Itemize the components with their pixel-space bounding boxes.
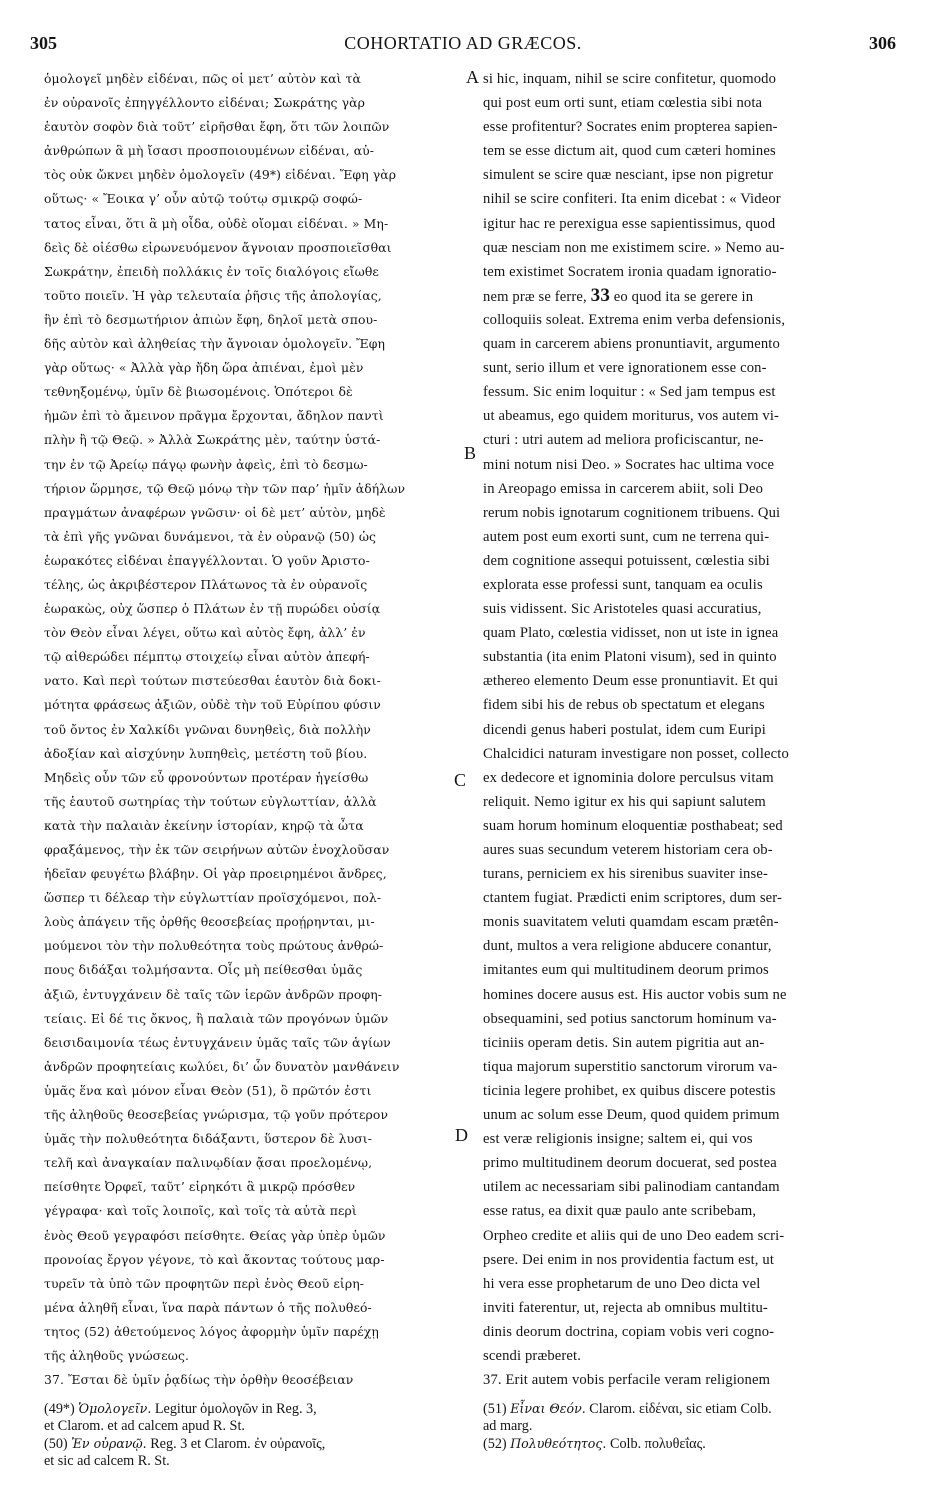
latin-text-line: tiqua majorum superstitio sanctorum virorum va- — [483, 1058, 778, 1075]
greek-text-line: ἣν ἐπὶ τὸ δεσμωτήριον ἀπιὼν ἔφη, δηλοῖ μετὰ σπου- — [44, 311, 378, 327]
latin-text-line: suis vidissent. Sic Aristoteles quasi accuratius, — [483, 601, 762, 618]
latin-text-column — [483, 67, 895, 1392]
footnote-text-cont: et sic ad calcem R. St. — [44, 1453, 170, 1469]
latin-text-line: primo multitudinem deorum docuerat, sed postea — [483, 1155, 777, 1172]
latin-text-line: dinis deorum doctrina, copiam vobis veri cogno- — [483, 1323, 775, 1340]
greek-text-line: τῆς ἀληθοῦς γνώσεως. — [44, 1347, 190, 1363]
latin-text-line: explorata esse professi sunt, tanquam ea oculis — [483, 576, 763, 593]
latin-text-line: igitur hac re perexigua esse sapientissimus, quod — [483, 215, 776, 232]
footnote — [44, 1435, 464, 1470]
running-head — [30, 33, 896, 55]
footnote-lemma: Πολυθεότητος. — [510, 1436, 607, 1451]
latin-text-fragment: nem præ se ferre, — [483, 288, 587, 305]
inline-section-marker: 33 — [590, 284, 610, 306]
greek-text-line: τυρεῖν τὰ ὑπὸ τῶν προφητῶν περὶ ἑνὸς Θεοῦ εἰρη- — [44, 1275, 365, 1291]
footnote-lemma: Εἶναι Θεόν. — [510, 1401, 586, 1416]
latin-text-line: sunt, serio illum et vere ignorationem esse con- — [483, 360, 767, 377]
greek-text-line: μούμενοι τὸν τὴν πολυθεότητα τοὺς πρώτους ἀνθρώ- — [44, 938, 384, 954]
greek-text-line: κατὰ τὴν παλαιὰν ἐκείνην ἱστορίαν, κηρῷ τὰ ὦτα — [44, 817, 364, 833]
latin-text-line: hi vera esse prophetarum de uno Deo dicta vel — [483, 1275, 761, 1292]
latin-text-line: substantia (ita enim Platoni visum), sed in quinto — [483, 649, 777, 666]
greek-text-line: ὑμᾶς ἕνα καὶ μόνον εἶναι Θεὸν (51), ὃ πρῶτόν ἐστι — [44, 1082, 372, 1098]
latin-text-line — [483, 284, 895, 308]
margin-letter-d: D — [455, 1125, 468, 1145]
latin-text-line: turans, perniciem ex his sirenibus suaviter inse- — [483, 866, 768, 883]
greek-text-line: δεισιδαιμονία τέως ἐντυγχάνειν ὑμᾶς ταῖς τῶν ἁγίων — [44, 1034, 391, 1050]
greek-text-line: λοὺς ἀπάγειν τῆς ὀρθῆς θεοσεβείας προῄρηνται, μι- — [44, 914, 375, 930]
latin-text-line: homines docere ausus est. His auctor vobis sum ne — [483, 986, 787, 1003]
latin-text-line: colloquiis soleat. Extrema enim verba defensionis, — [483, 311, 786, 328]
latin-text-line: nihil se scire confiteri. Ita enim dicebat : « Videor — [483, 191, 781, 208]
latin-text-line: mini notum nisi Deo. » Socrates hac ultima voce — [483, 456, 775, 473]
greek-text-line: μένα ἀληθῆ εἶναι, ἵνα παρὰ πάντων ὁ τῆς πολυθεό- — [44, 1299, 372, 1315]
footnote-text: Clarom. εἰδέναι, sic etiam Colb. — [585, 1401, 772, 1417]
latin-text-line: cturi : utri autem ad meliora proficiscantur, ne- — [483, 432, 764, 449]
greek-text-line: γέγραφα· καὶ τοῖς λοιποῖς, καὶ τοῖς τὰ αὐτὰ περὶ — [44, 1203, 357, 1219]
greek-text-line: ἐν οὐρανοῖς ἐπηγγέλλοντο εἰδέναι; Σωκράτης γὰρ — [44, 95, 365, 111]
footnote — [483, 1435, 895, 1453]
footnote-text: Colb. πολυθεΐας. — [606, 1436, 706, 1452]
footnotes-right — [483, 1400, 895, 1453]
greek-text-line: ἀνδρῶν προφητείαις κωλύει, δι’ ὧν δυνατὸν μανθάνειν — [44, 1058, 400, 1074]
latin-text-line: rerum nobis ignotarum cognitionem tribuens. Qui — [483, 504, 781, 521]
greek-text-column — [44, 67, 459, 1392]
greek-text-line: φραξάμενος, τὴν ἐκ τῶν σειρήνων αὐτῶν ἐνοχλοῦσαν — [44, 842, 390, 857]
latin-text-line: simulent se scire quæ nesciant, ipse non pigretur — [483, 167, 774, 184]
latin-text-line: 37. Erit autem vobis perfacile veram religionem — [483, 1372, 771, 1389]
latin-text-line: Orpheo credite et aliis qui de uno Deo eadem scri- — [483, 1227, 785, 1244]
greek-text-line: ἑωρακότες εἰδέναι ἐπαγγέλλονται. Ὁ γοῦν Ἀριστο- — [44, 552, 370, 568]
latin-text-line: scendi præberet. — [483, 1347, 582, 1364]
greek-text-line: τατος εἶναι, ὅτι ἃ μὴ οἶδα, οὐδὲ οἴομαι εἰδέναι. » Μη- — [44, 215, 389, 231]
latin-text-line: ticinia legere prohibet, ex quibus discere potestis — [483, 1082, 776, 1099]
footnote-text-cont: et Clarom. et ad calcem apud R. St. — [44, 1418, 245, 1434]
greek-text-line: προνοίας ἔργον γέγονε, τὸ καὶ ἄκοντας τούτους μαρ- — [44, 1251, 385, 1267]
latin-text-line: in Areopago emissa in carcerem abiit, soli Deo — [483, 480, 764, 497]
latin-text-line: esse profitentur? Socrates enim propterea sapien- — [483, 119, 778, 136]
greek-text-line: νατο. Καὶ περὶ τούτων πιστεύεσθαι ἑαυτὸν διὰ δοκι- — [44, 673, 381, 689]
page-number-right: 306 — [869, 33, 896, 53]
footnotes-left — [44, 1400, 464, 1470]
greek-text-line: τοῦ ὄντος ἐν Χαλκίδι γνῶναι δυνηθεὶς, διὰ πολλὴν — [44, 721, 371, 737]
latin-text-line: psere. Dei enim in nos providentia factum est, ut — [483, 1251, 775, 1268]
latin-text-line: utilem ac necessariam sibi palinodiam cantandam — [483, 1179, 780, 1196]
latin-text-line: tem se esse dictum ait, quod cum cæteri homines — [483, 143, 776, 160]
greek-text-line: ἀξιῶ, ἐντυγχάνειν δὲ ταῖς τῶν ἱερῶν ἀνδρῶν προφη- — [44, 986, 383, 1002]
greek-text-line: τήριον ὥρμησε, τῷ Θεῷ μόνῳ τὴν τῶν παρ’ ἡμῖν ἀδήλων — [44, 480, 406, 496]
latin-text-line: ut abeamus, ego quidem moriturus, vos autem vi- — [483, 408, 780, 425]
footnote — [483, 1400, 895, 1435]
footnote-text: Reg. 3 et Clarom. ἐν οὐρανοῖς, — [146, 1436, 326, 1452]
latin-text-line: unum ac solum esse Deum, quod quidem primum — [483, 1107, 780, 1124]
margin-letter-b: B — [464, 443, 477, 463]
greek-text-line: πραγμάτων ἀναφέρων γνῶσιν· οἱ δὲ μετ’ αὐτὸν, μηδὲ — [44, 504, 386, 520]
footnote-lemma: Ἐν οὐρανῷ. — [71, 1436, 147, 1451]
greek-text-line: ὁμολογεῖ μηδὲν εἰδέναι, πῶς οἱ μετ’ αὐτὸν καὶ τὰ — [44, 71, 361, 86]
margin-letter-c: C — [454, 770, 467, 790]
greek-text-line: Μηδεὶς οὖν τῶν εὖ φρονούντων προτέραν ἡγείσθω — [44, 769, 369, 785]
greek-text-line: πλὴν ἢ τῷ Θεῷ. » Ἀλλὰ Σωκράτης μὲν, ταύτην ὑστά- — [44, 432, 381, 448]
footnote-text: Legitur ὁμολογῶν in Reg. 3, — [151, 1401, 317, 1417]
footnote — [44, 1400, 464, 1435]
latin-text-fragment: eo quod ita se gerere in — [613, 288, 754, 305]
greek-text-line: τοῦτο ποιεῖν. Ἡ γὰρ τελευταία ῥῆσις τῆς ἀπολογίας, — [44, 287, 382, 303]
latin-text-line: esse ratus, ea dixit quæ paulo ante scribebam, — [483, 1203, 757, 1220]
greek-text-line: ἑαυτὸν σοφὸν διὰ τοῦτ’ εἰρῆσθαι ἔφη, ὅτι τῶν λοιπῶν — [44, 119, 390, 135]
latin-text-line: monis suavitatem veluti quamdam escam prætên- — [483, 914, 779, 931]
greek-text-line: τητος (52) ἀθετούμενος λόγος ἀφορμὴν ὑμῖν παρέχῃ — [44, 1323, 379, 1339]
greek-text-line: μότητα φράσεως ἀξιῶν, οὐδὲ τὴν τοῦ Εὐρίπου φύσιν — [44, 697, 381, 713]
greek-text-line: ἑνὸς Θεοῦ γεγραφόσι πείσθητε. Θείας γὰρ ὑπὲρ ὑμῶν — [44, 1227, 386, 1243]
greek-text-line: ἑωρακὼς, οὐχ ὥσπερ ὁ Πλάτων ἐν τῇ πυρώδει οὐσίᾳ — [44, 601, 381, 617]
greek-text-line: την ἐν τῷ Ἀρείῳ πάγῳ φωνὴν ἀφεὶς, ἐπὶ τὸ δεσμω- — [44, 456, 368, 472]
latin-text-line: quam Plato, cœlestia vidisset, non ut iste in ignea — [483, 625, 779, 642]
greek-text-line: ἀνθρώπων ἃ μὴ ἴσασι προσποιουμένων εἰδέναι, αὐ- — [44, 143, 375, 159]
greek-text-line: τὸς οὐκ ὤκνει μηδὲν ὁμολογεῖν (49*) εἰδέναι. Ἔφη γὰρ — [44, 167, 397, 183]
greek-text-line: πείσθητε Ὀρφεῖ, ταῦτ’ εἰρηκότι ἃ μικρῷ πρόσθεν — [44, 1179, 356, 1195]
latin-text-line: fessum. Sic enim loquitur : « Sed jam tempus est — [483, 384, 776, 401]
latin-text-line: quæ nesciam non me existimem scire. » Nemo au- — [483, 239, 785, 256]
greek-text-line: ὑμᾶς τὴν πολυθεότητα διδάξαντι, ὕστερον δὲ λυσι- — [44, 1131, 373, 1147]
page-number-left: 305 — [30, 33, 57, 53]
latin-text-line: ex dedecore et ignominia dolore perculsus vitam — [483, 769, 774, 786]
latin-text-line: autem post eum exorti sunt, cum ne terrena qui- — [483, 528, 770, 545]
latin-text-line: fidem sibi his de rebus ob spectatum et elegans — [483, 697, 765, 714]
greek-text-line: δῆς αὐτὸν καὶ ἀληθείας τὴν ἄγνοιαν ὁμολογεῖν. Ἔφη — [44, 336, 386, 352]
margin-letter-a: A — [466, 67, 479, 87]
greek-text-line: ἀδοξίαν καὶ αἰσχύνην λυπηθεὶς, μετέστη τοῦ βίου. — [44, 745, 368, 761]
greek-text-line: ἡμῶν ἐπὶ τὸ ἄμεινον πρᾶγμα ἔρχονται, ἄδηλον παντὶ — [44, 408, 384, 424]
greek-text-line: ὥσπερ τι δέλεαρ τὴν εὐγλωττίαν προϊσχόμενοι, πολ- — [44, 890, 382, 906]
greek-text-line: τὸν Θεὸν εἶναι λέγει, οὕτω καὶ αὐτὸς ἔφη, ἀλλ’ ἐν — [44, 625, 366, 641]
greek-text-line: τῆς ἀληθοῦς θεοσεβείας γνώρισμα, τῷ γοῦν πρότερον — [44, 1107, 389, 1123]
latin-text-line: ctantem fugiat. Prædicti enim scriptores, dum ser- — [483, 890, 783, 907]
greek-text-line: τείαις. Εἰ δέ τις ὄκνος, ἢ παλαιὰ τῶν προγόνων ὑμῶν — [44, 1010, 389, 1026]
greek-text-line: δεὶς δὲ οἰέσθω εἰρωνευόμενον ἄγνοιαν προσποιεῖσθαι — [44, 239, 392, 255]
latin-text-line: Chalcidici naturam investigare non posset, collecto — [483, 745, 789, 762]
latin-text-line: reliquit. Nemo igitur ex his qui sapiunt salutem — [483, 793, 766, 810]
footnote-ref: (49*) — [44, 1401, 75, 1417]
latin-text-line: inviti faterentur, ut, rejecta ab omnibus multitu- — [483, 1299, 768, 1316]
greek-text-line: τέλης, ὡς ἀκριβέστερον Πλάτωνος τὰ ἐν οὐρανοῖς — [44, 576, 368, 592]
latin-text-line: dem cognitione assequi potuissent, cœlestia sibi — [483, 552, 770, 569]
footnote-ref: (51) — [483, 1401, 507, 1417]
greek-text-line: τὰ ἐπὶ γῆς γνῶναι δυνάμενοι, τὰ ἐν οὐρανῷ (50) ὡς — [44, 528, 377, 544]
latin-text-line: tem existimet Socratem ironia quadam ignoratio- — [483, 263, 777, 280]
greek-text-line: τεθνηξομένῳ, ὑμῖν δὲ βιωσομένοις. Ὁπότεροι δὲ — [44, 384, 353, 400]
latin-text-line: dicendi genus haberi postulat, idem cum Euripi — [483, 721, 766, 738]
latin-text-line: obsequamini, sed potius sanctorum hominum va- — [483, 1010, 777, 1027]
footnote-lemma: Ὁμολογεῖν. — [78, 1401, 152, 1416]
footnote-ref: (50) — [44, 1436, 68, 1452]
latin-text-line: qui post eum orti sunt, etiam cœlestia sibi nota — [483, 95, 763, 112]
greek-text-line: γὰρ οὕτως· « Ἀλλὰ γὰρ ἤδη ὥρα ἀπιέναι, ἐμοὶ μὲν — [44, 360, 364, 376]
greek-text-line: τῆς ἑαυτοῦ σωτηρίας τὴν τούτων εὐγλωττίαν, ἀλλὰ — [44, 793, 377, 809]
latin-text-line: imitantes eum qui multitudinem deorum primos — [483, 962, 769, 979]
latin-text-line: aures suas secundum veterem historiam cera ob- — [483, 842, 773, 858]
greek-text-line: τελῆ καὶ ἀναγκαίαν παλινῳδίαν ᾄσαι προελομένῳ, — [44, 1155, 373, 1171]
greek-text-line: τῷ αἰθερώδει πέμπτῳ στοιχείῳ εἶναι αὐτὸν ἀπεφή- — [44, 649, 370, 665]
latin-text-line: quam in carcerem abiens pronuntiavit, argumento — [483, 336, 780, 353]
footnote-text-cont: ad marg. — [483, 1418, 533, 1434]
greek-text-line: οὕτως· « Ἔοικα γ’ οὖν αὐτῷ τούτῳ σμικρῷ σοφώ- — [44, 191, 363, 207]
greek-text-line: 37. Ἔσται δὲ ὑμῖν ῥᾳδίως τὴν ὀρθὴν θεοσέβειαν — [44, 1372, 354, 1388]
latin-text-line: si hic, inquam, nihil se scire confitetur, quomodo — [483, 71, 777, 87]
latin-text-line: æthereo elemento Deum esse pronuntiavit. Et qui — [483, 673, 779, 690]
latin-text-line: ticiniis operam detis. Sin autem pigritia aut an- — [483, 1034, 765, 1051]
latin-text-line: est veræ religionis insigne; saltem ei, qui vos — [483, 1131, 753, 1148]
latin-text-line: suam horum hominum eloquentiæ posthabeat; sed — [483, 817, 783, 834]
running-title: COHORTATIO AD GRÆCOS. — [344, 33, 582, 53]
greek-text-line: πους διδάξαι τολμήσαντα. Οἷς μὴ πείθεσθαι ὑμᾶς — [44, 962, 363, 978]
greek-text-line: ἡδεῖαν φευγέτω βλάβην. Οἱ γὰρ προειρημένοι ἄνδρες, — [44, 866, 387, 882]
greek-text-line: Σωκράτην, ἐπειδὴ πολλάκις ἐν τοῖς διαλόγοις εἴωθε — [44, 263, 379, 279]
latin-text-line: dunt, multos a vera religione abducere conantur, — [483, 938, 772, 955]
footnote-ref: (52) — [483, 1436, 507, 1452]
